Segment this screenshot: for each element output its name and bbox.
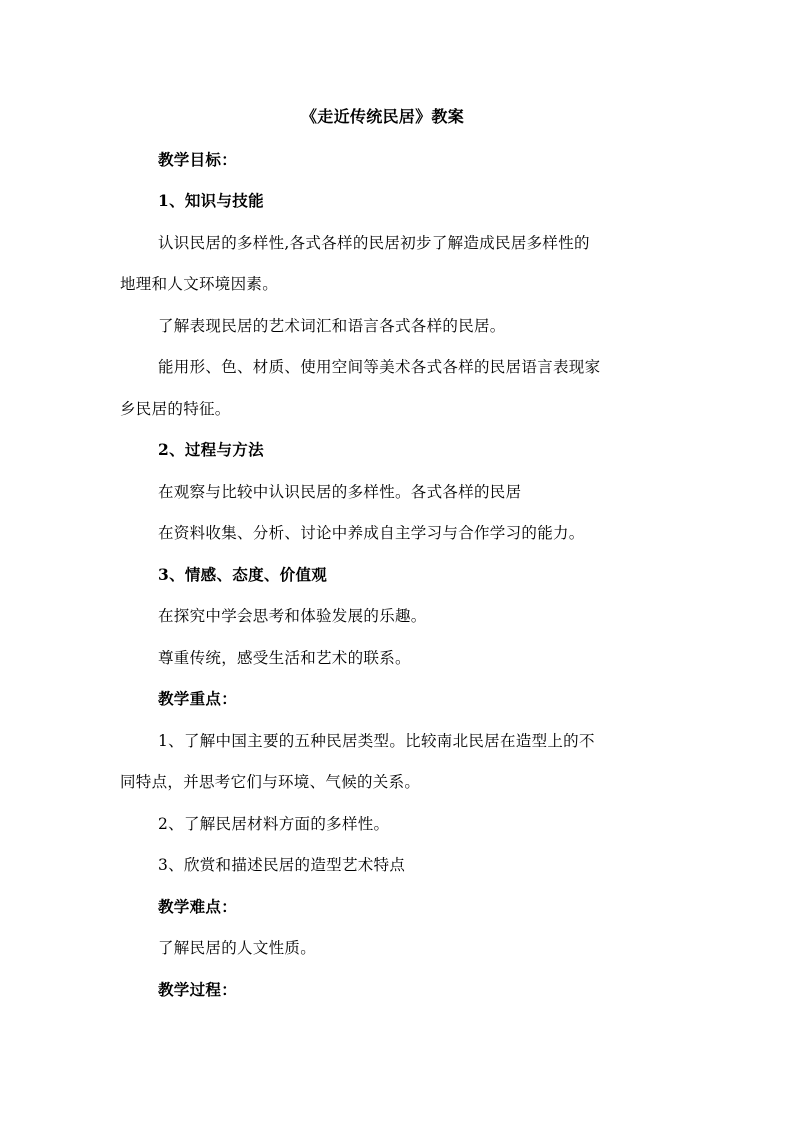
key-point1-line2: 同特点，并思考它们与环境、气候的关系。 — [120, 773, 421, 791]
key-point1-line1: 1、了解中国主要的五种民居类型。比较南北民居在造型上的不 — [158, 732, 595, 750]
section1-heading: 1、知识与技能 — [158, 191, 264, 210]
difficulty-heading: 教学难点： — [158, 897, 238, 916]
key-point2: 2、了解民居材料方面的多样性。 — [158, 815, 390, 833]
process-heading: 教学过程： — [158, 980, 238, 999]
section2-heading: 2、过程与方法 — [158, 440, 264, 459]
key-points-heading: 教学重点： — [158, 689, 238, 708]
section2-paragraph1: 在观察与比较中认识民居的多样性。各式各样的民居 — [158, 483, 522, 501]
difficulty-paragraph: 了解民居的人文性质。 — [158, 939, 317, 957]
section3-paragraph1: 在探究中学会思考和体验发展的乐趣。 — [158, 607, 427, 625]
section1-paragraph3-line1: 能用形、色、材质、使用空间等美术各式各样的民居语言表现家 — [158, 358, 601, 376]
section1-paragraph1-line2: 地理和人文环境因素。 — [120, 275, 279, 293]
section2-paragraph2: 在资料收集、分析、讨论中养成自主学习与合作学习的能力。 — [158, 524, 585, 542]
section1-paragraph3-line2: 乡民居的特征。 — [120, 400, 231, 418]
section1-paragraph1-line1: 认识民居的多样性,各式各样的民居初步了解造成民居多样性的 — [158, 234, 590, 252]
key-point3: 3、欣赏和描述民居的造型艺术特点 — [158, 856, 406, 874]
objectives-heading: 教学目标： — [158, 150, 238, 169]
section1-paragraph2: 了解表现民居的艺术词汇和语言各式各样的民居。 — [158, 317, 506, 335]
section3-paragraph2: 尊重传统，感受生活和艺术的联系。 — [158, 649, 411, 667]
document-title: 《走近传统民居》教案 — [301, 107, 465, 126]
section3-heading: 3、情感、态度、价值观 — [158, 565, 328, 584]
